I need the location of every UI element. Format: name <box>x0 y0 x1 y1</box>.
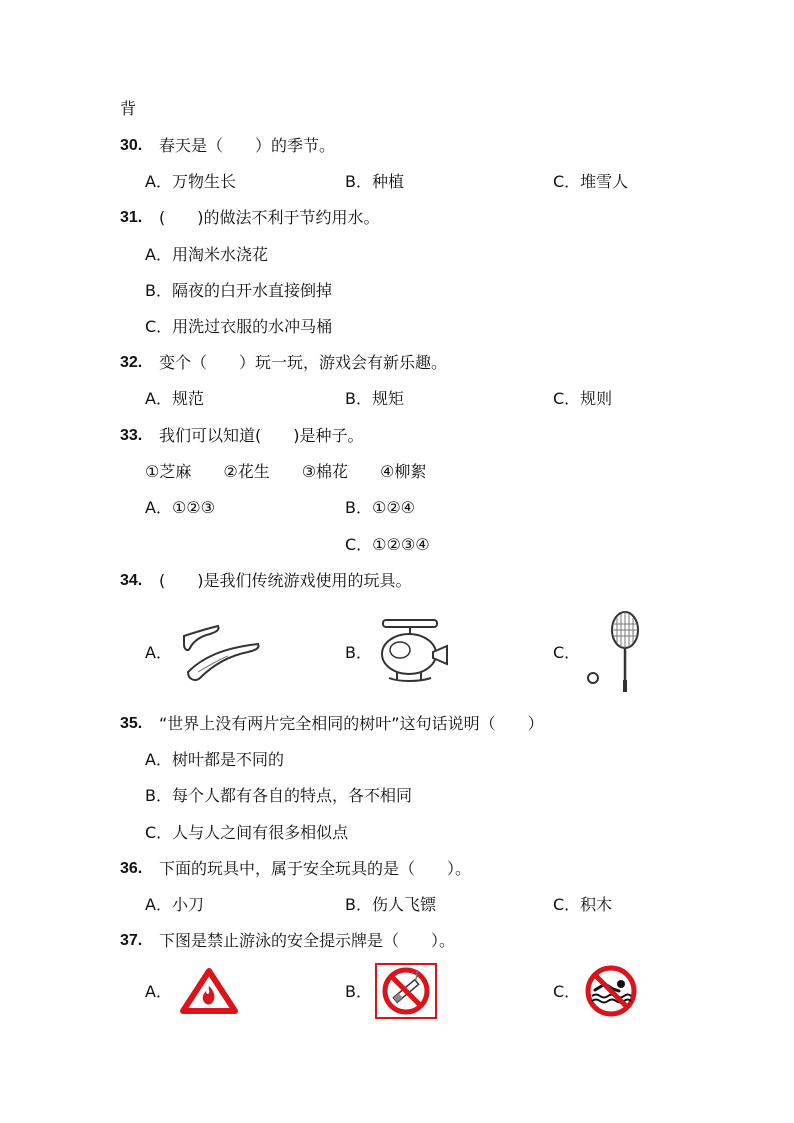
question-number: 32. <box>120 354 143 371</box>
question-number: 34. <box>120 572 143 589</box>
option-a[interactable]: A．①②③ <box>145 498 215 517</box>
option-b[interactable]: B．种植 <box>345 172 404 191</box>
question-text: “世界上没有两片完全相同的树叶”这句话说明（ ） <box>159 714 544 733</box>
question-text: 我们可以知道( )是种子。 <box>159 426 364 445</box>
question-number: 36. <box>120 860 143 877</box>
option-c[interactable]: C．用洗过衣服的水冲马桶 <box>145 317 333 336</box>
question-number: 31. <box>120 209 143 226</box>
option-c[interactable]: C． <box>553 982 581 1001</box>
option-a[interactable]: A．规范 <box>145 389 204 408</box>
option-c[interactable]: C．规则 <box>553 389 613 408</box>
question-text: 变个（ ）玩一玩，游戏会有新乐趣。 <box>159 353 448 372</box>
option-a[interactable]: A．万物生长 <box>145 172 236 191</box>
option-b[interactable]: B． <box>345 643 372 662</box>
option-b[interactable]: B．①②④ <box>345 498 416 517</box>
toy-helicopter-icon <box>375 616 453 688</box>
option-b[interactable]: B．规矩 <box>345 389 404 408</box>
option-a[interactable]: A．小刀 <box>145 895 204 914</box>
fire-warning-sign-icon <box>180 968 238 1014</box>
question-text: 春天是（ ）的季节。 <box>159 136 336 155</box>
option-b[interactable]: B． <box>345 982 372 1001</box>
badminton-racket-icon <box>583 610 643 696</box>
question-number: 37. <box>120 932 143 949</box>
question-number: 30. <box>120 137 143 154</box>
question-text: ( )是我们传统游戏使用的玩具。 <box>159 571 412 590</box>
page-fragment: 背 <box>120 99 137 118</box>
option-a[interactable]: A．用淘米水浇花 <box>145 245 268 264</box>
option-b[interactable]: B．每个人都有各自的特点，各不相同 <box>145 786 412 805</box>
option-c[interactable]: C．积木 <box>553 895 613 914</box>
question-text: ( )的做法不利于节约用水。 <box>159 208 380 227</box>
option-a[interactable]: A． <box>145 982 172 1001</box>
option-c[interactable]: C．①②③④ <box>345 535 430 554</box>
question-number: 33. <box>120 427 143 444</box>
question-number: 35. <box>120 715 143 732</box>
boomerang-icon <box>178 622 264 684</box>
option-c[interactable]: C．堆雪人 <box>553 172 629 191</box>
option-c[interactable]: C．人与人之间有很多相似点 <box>145 823 349 842</box>
option-b[interactable]: B．伤人飞镖 <box>345 895 436 914</box>
option-c[interactable]: C． <box>553 643 581 662</box>
no-swimming-sign-icon <box>583 964 639 1018</box>
option-a[interactable]: A． <box>145 643 172 662</box>
option-a[interactable]: A．树叶都是不同的 <box>145 750 284 769</box>
question-text: 下图是禁止游泳的安全提示牌是（ ）。 <box>159 931 456 950</box>
no-smoking-sign-icon <box>375 963 437 1019</box>
option-b[interactable]: B．隔夜的白开水直接倒掉 <box>145 281 332 300</box>
question-text: 下面的玩具中，属于安全玩具的是（ ）。 <box>159 859 472 878</box>
item-list: ①芝麻 ②花生 ③棉花 ④柳絮 <box>145 462 427 481</box>
